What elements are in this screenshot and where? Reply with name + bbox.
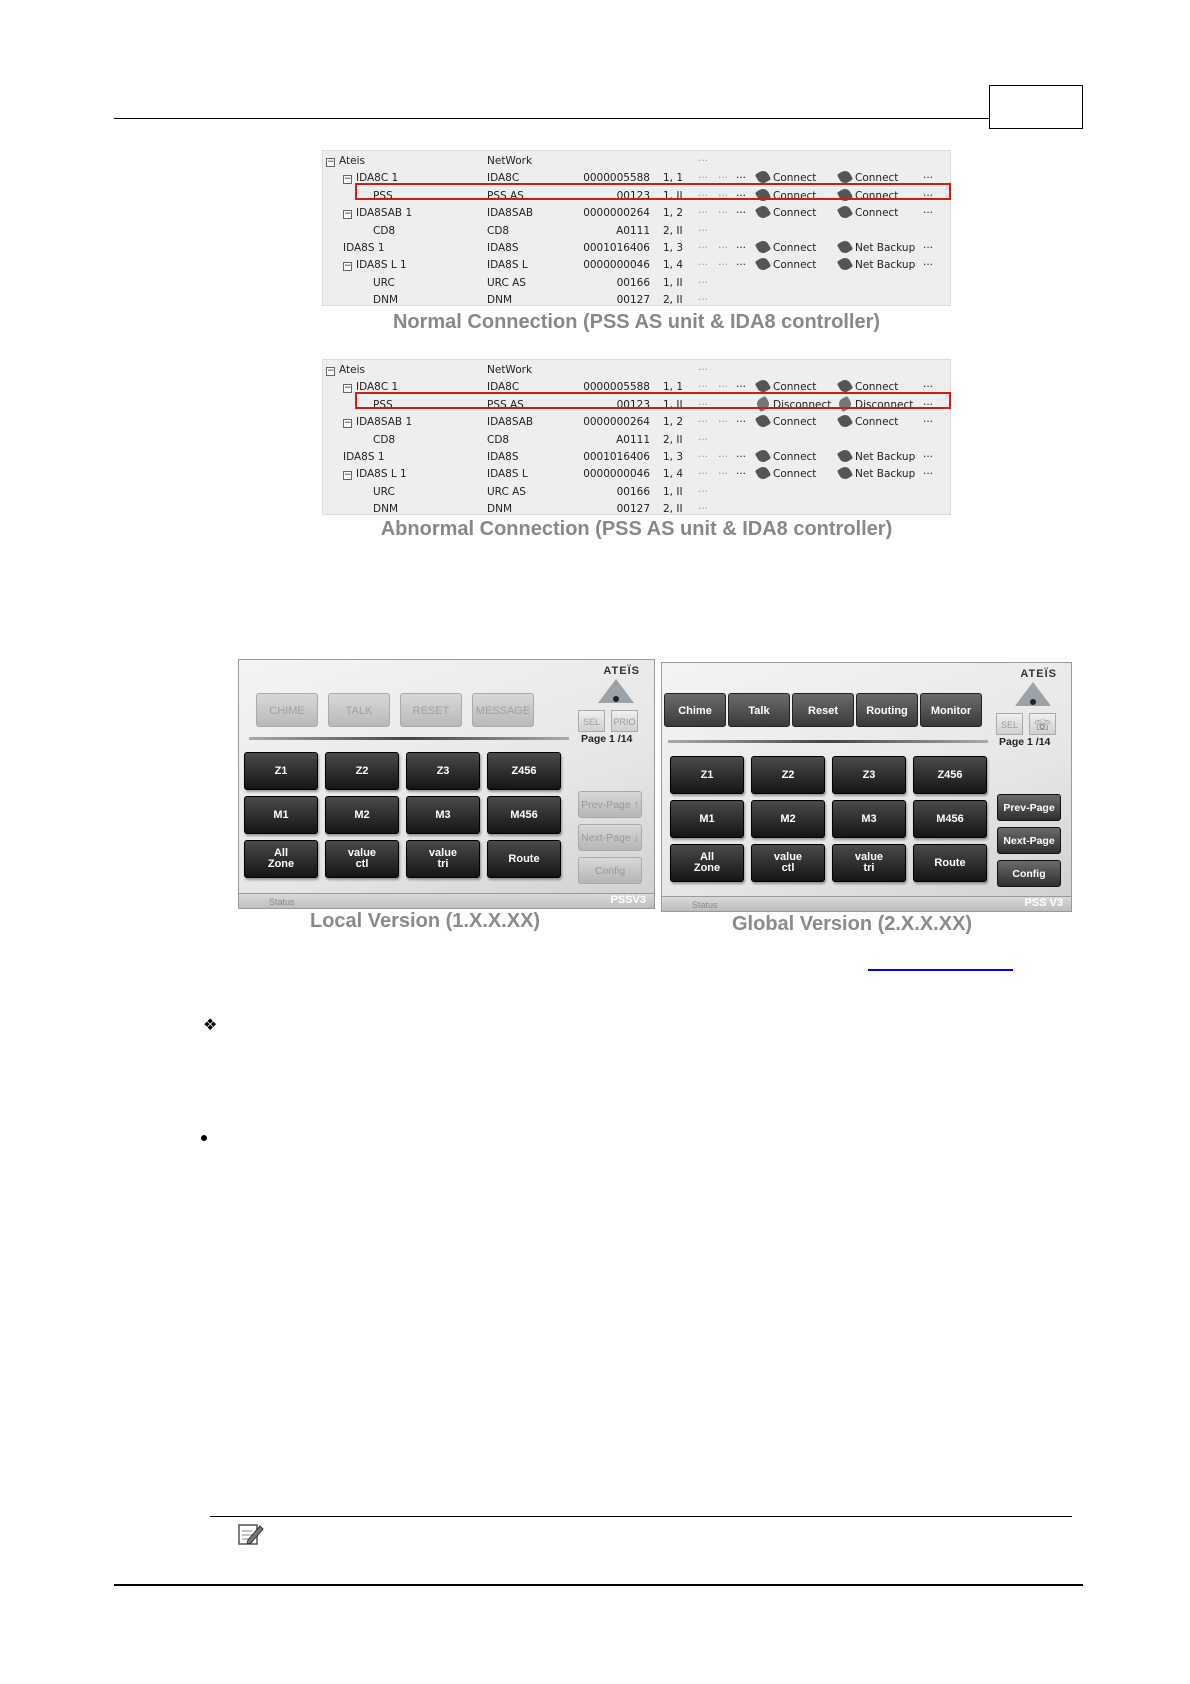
device-type: PSS AS	[487, 398, 524, 411]
serial-number: 0001016406	[583, 242, 650, 254]
prev-page-button[interactable]: Prev-Page ↑	[578, 791, 642, 818]
dots-button[interactable]: ···	[698, 451, 709, 463]
connection-status[interactable]	[757, 205, 816, 222]
zone-button-label: value tri	[854, 851, 884, 874]
zone-button[interactable]	[832, 756, 906, 794]
tree-node-name	[343, 205, 412, 222]
device-id: 2, II	[663, 503, 683, 516]
device-type: IDA8SAB	[487, 207, 534, 220]
zone-button-label: All Zone	[693, 851, 721, 874]
plug-icon	[837, 256, 853, 272]
device-id: 2, II	[663, 294, 683, 307]
zone-button[interactable]	[832, 800, 906, 838]
connection-status[interactable]	[757, 257, 816, 274]
tree-row[interactable]	[323, 205, 950, 222]
chime-button[interactable]: Chime	[664, 693, 726, 727]
brand-logo-dot	[1030, 699, 1036, 705]
zone-button-label: Z2	[781, 768, 795, 781]
diamond-bullet-icon: ❖	[203, 1015, 218, 1034]
dots-button[interactable]: ···	[698, 364, 709, 376]
zone-button[interactable]	[670, 844, 744, 882]
serial-number: A0111	[616, 224, 650, 237]
connection-status-label: Disconnect	[855, 398, 914, 411]
zone-button-label: Route	[934, 856, 966, 869]
zone-button[interactable]	[751, 800, 825, 838]
serial-number: 0000000046	[583, 259, 650, 272]
zone-button[interactable]	[670, 800, 744, 838]
device-id: 1, II	[663, 189, 683, 202]
plug-icon	[755, 239, 771, 255]
plug-icon	[837, 204, 853, 220]
dots-button[interactable]: ···	[923, 189, 934, 202]
dots-button[interactable]: ···	[698, 485, 709, 498]
device-type: CD8	[487, 224, 510, 237]
tree-node-name	[373, 275, 395, 292]
collapse-toggle-icon[interactable]: −	[344, 418, 352, 429]
device-type: IDA8SAB	[487, 416, 534, 429]
device-id: 1, 1	[663, 381, 684, 394]
dots-button[interactable]: ···	[698, 294, 709, 307]
collapse-toggle-icon[interactable]: −	[344, 261, 352, 272]
brand-logo-text: ATEÏS	[603, 665, 640, 677]
divider	[249, 737, 569, 740]
plug-icon	[755, 413, 771, 429]
device-type: URC AS	[487, 485, 526, 498]
sel-button[interactable]: SEL	[996, 713, 1023, 735]
node-label: IDA8SAB 1	[356, 416, 413, 429]
tree-row[interactable]	[323, 414, 950, 431]
connection-status-label: Disconnect	[773, 398, 832, 411]
node-label: URC	[373, 276, 395, 289]
model-label: PSSV3	[610, 894, 646, 906]
zone-button[interactable]	[487, 796, 561, 834]
tree-node-name	[343, 466, 407, 483]
dots-button[interactable]: ···	[698, 224, 709, 237]
serial-number: 0000005588	[583, 381, 650, 394]
connection-status-label: Connect	[855, 207, 899, 220]
zone-button[interactable]	[487, 840, 561, 878]
zone-button[interactable]	[670, 756, 744, 794]
dots-button[interactable]: ···	[718, 259, 729, 272]
zone-button[interactable]	[325, 752, 399, 790]
dots-button[interactable]: ···	[718, 189, 729, 202]
dots-button[interactable]: ···	[698, 468, 709, 481]
zone-button[interactable]	[487, 752, 561, 790]
tree-row[interactable]	[323, 275, 950, 292]
dots-button[interactable]: ···	[698, 416, 709, 429]
plug-icon	[837, 448, 853, 464]
dots-button[interactable]: ···	[736, 416, 747, 429]
talk-button[interactable]: Talk	[728, 693, 790, 727]
tree-row[interactable]	[323, 257, 950, 274]
node-label: IDA8C 1	[356, 381, 399, 394]
connection-status[interactable]	[757, 466, 816, 483]
caption-abnormal-connection: Abnormal Connection (PSS AS unit & IDA8 controller)	[380, 518, 893, 540]
tree-row[interactable]	[323, 449, 950, 466]
caption-local-version: Local Version (1.X.X.XX)	[310, 910, 541, 932]
zone-button-label: M2	[354, 808, 370, 821]
dots-button[interactable]: ···	[923, 381, 934, 394]
status-bar	[239, 893, 654, 908]
dots-button[interactable]: ···	[736, 189, 747, 202]
dots-button[interactable]: ···	[698, 276, 709, 289]
zone-button[interactable]	[244, 840, 318, 878]
page-number-box	[989, 85, 1083, 129]
collapse-toggle-icon[interactable]: −	[344, 174, 352, 185]
pss-row-highlight-normal	[355, 183, 951, 200]
connection-status-label: Connect	[773, 416, 817, 429]
brand-logo-dot	[613, 696, 619, 702]
connection-status-label: Connect	[855, 416, 899, 429]
dots-button[interactable]: ···	[698, 155, 709, 167]
device-type: NetWork	[487, 155, 533, 167]
dots-button[interactable]: ···	[718, 172, 729, 185]
connection-status-label: Net Backup	[855, 242, 916, 254]
zone-button-label: Z3	[436, 764, 450, 777]
plug-icon	[837, 413, 853, 429]
dots-button[interactable]: ···	[718, 381, 729, 394]
tree-row[interactable]	[323, 292, 950, 309]
collapse-toggle-icon[interactable]: −	[344, 470, 352, 481]
zone-button-label: Z1	[700, 768, 714, 781]
dots-button[interactable]: ···	[736, 172, 747, 185]
node-label: CD8	[373, 433, 396, 446]
device-id: 2, II	[663, 224, 683, 237]
tree-node-name	[343, 240, 385, 257]
zone-button-label: M456	[510, 808, 538, 821]
plug-icon	[837, 239, 853, 255]
tree-node-name	[343, 257, 407, 274]
plug-icon	[837, 465, 853, 481]
dots-button[interactable]: ···	[923, 207, 934, 220]
zone-button-label: M3	[435, 808, 451, 821]
serial-number: 00127	[616, 294, 650, 307]
collapse-toggle-icon[interactable]: −	[327, 366, 335, 376]
tree-row[interactable]	[323, 484, 950, 501]
prev-page-button[interactable]: Prev-Page	[997, 794, 1061, 821]
connection-status[interactable]	[839, 414, 898, 431]
serial-number: 0000000046	[583, 468, 650, 481]
next-page-button[interactable]: Next-Page ↓	[578, 824, 642, 851]
brand-logo-text: ATEÏS	[1020, 668, 1057, 680]
handset-icon[interactable]: ☏	[1029, 713, 1056, 735]
dots-button[interactable]: ···	[698, 433, 709, 446]
connection-status-label: Connect	[773, 189, 817, 202]
serial-number: 0000005588	[583, 172, 650, 185]
zone-button[interactable]	[325, 796, 399, 834]
zone-button[interactable]	[913, 756, 987, 794]
tree-node-name	[343, 449, 385, 466]
collapse-toggle-icon[interactable]: −	[344, 209, 352, 220]
zone-button-label: Z456	[937, 768, 963, 781]
device-id: 1, II	[663, 485, 683, 498]
dots-button[interactable]: ···	[923, 451, 934, 463]
connection-status[interactable]	[839, 466, 915, 483]
plug-icon	[755, 465, 771, 481]
serial-number: 00166	[616, 485, 650, 498]
zone-button-label: M1	[273, 808, 289, 821]
dots-button[interactable]: ···	[923, 259, 934, 272]
connection-status[interactable]	[757, 449, 816, 466]
dots-button[interactable]: ···	[736, 468, 747, 481]
node-label: IDA8S L 1	[356, 468, 407, 481]
node-label: IDA8S 1	[343, 242, 385, 254]
device-id: 2, II	[663, 433, 683, 446]
device-id: 1, II	[663, 276, 683, 289]
dots-button[interactable]: ···	[718, 242, 729, 254]
tree-node-name	[326, 153, 365, 170]
dots-button[interactable]: ···	[718, 468, 729, 481]
dots-button[interactable]: ···	[698, 172, 709, 185]
node-label: Ateis	[339, 364, 365, 376]
serial-number: 0001016406	[583, 451, 650, 463]
reset-button[interactable]: RESET	[400, 693, 462, 727]
serial-number: 00166	[616, 276, 650, 289]
caption-normal-connection: Normal Connection (PSS AS unit & IDA8 controller)	[392, 311, 881, 333]
tree-node-name	[343, 414, 412, 431]
chime-button[interactable]: CHIME	[256, 693, 318, 727]
zone-button[interactable]	[913, 800, 987, 838]
zone-button-label: Z2	[355, 764, 369, 777]
serial-number: A0111	[616, 433, 650, 446]
serial-number: 0000000264	[583, 416, 650, 429]
connection-status[interactable]	[757, 414, 816, 431]
serial-number: 00123	[616, 189, 650, 202]
node-label: PSS	[373, 398, 393, 411]
divider	[668, 740, 988, 743]
collapse-toggle-icon[interactable]: −	[327, 157, 335, 167]
device-id: 1, 3	[663, 451, 684, 463]
connection-status-label: Net Backup	[855, 451, 916, 463]
device-id: 1, 2	[663, 207, 684, 220]
zone-button-label: All Zone	[267, 847, 295, 870]
tree-node-name	[373, 501, 398, 518]
zone-button[interactable]	[406, 796, 480, 834]
zone-button[interactable]	[406, 752, 480, 790]
connection-status[interactable]	[757, 240, 816, 257]
device-id: 1, 4	[663, 259, 684, 272]
dots-button[interactable]: ···	[698, 189, 709, 202]
next-page-button[interactable]: Next-Page	[997, 827, 1061, 854]
device-type: IDA8S	[487, 242, 519, 254]
tree-row[interactable]	[323, 501, 950, 518]
connection-status-label: Connect	[773, 172, 817, 185]
connection-status[interactable]	[839, 449, 915, 466]
connection-status-label: Connect	[855, 381, 899, 394]
config-button[interactable]: Config	[997, 860, 1061, 887]
tree-row[interactable]	[323, 223, 950, 240]
dots-button[interactable]: ···	[736, 259, 747, 272]
zone-button-label: Z3	[862, 768, 876, 781]
connection-status-label: Net Backup	[855, 468, 916, 481]
device-id: 1, 3	[663, 242, 684, 254]
connection-status[interactable]	[839, 240, 915, 257]
zone-button[interactable]	[244, 752, 318, 790]
routing-button[interactable]: Routing	[856, 693, 918, 727]
tree-node-name	[373, 292, 398, 309]
sel-button[interactable]: SEL	[578, 710, 605, 732]
plug-icon	[755, 448, 771, 464]
reset-button[interactable]: Reset	[792, 693, 854, 727]
collapse-toggle-icon[interactable]: −	[344, 383, 352, 394]
node-label: IDA8C 1	[356, 172, 399, 185]
dots-button[interactable]: ···	[923, 172, 934, 185]
node-label: IDA8S 1	[343, 451, 385, 463]
page-indicator: Page 1 /14	[999, 736, 1051, 748]
note-pencil-icon	[238, 1522, 264, 1546]
node-label: IDA8S L 1	[356, 259, 407, 272]
node-label: URC	[373, 485, 395, 498]
device-id: 1, 4	[663, 468, 684, 481]
tree-row[interactable]	[323, 153, 950, 170]
zone-button[interactable]	[832, 844, 906, 882]
model-label: PSS V3	[1024, 897, 1063, 909]
device-type: IDA8C	[487, 381, 520, 394]
panel-local-version	[238, 659, 655, 909]
serial-number: 00123	[616, 398, 650, 411]
dots-button[interactable]: ···	[698, 242, 709, 254]
node-label: IDA8SAB 1	[356, 207, 413, 220]
status-label: Status	[692, 900, 718, 910]
node-label: CD8	[373, 224, 396, 237]
zone-button-label: M456	[936, 812, 964, 825]
zone-button-label: value tri	[428, 847, 458, 870]
dots-button[interactable]: ···	[698, 259, 709, 272]
prio-button[interactable]: PRIO	[611, 710, 638, 732]
zone-button-label: value ctl	[773, 851, 803, 874]
caption-global-version: Global Version (2.X.X.XX)	[732, 913, 973, 935]
plug-icon	[755, 204, 771, 220]
dots-button[interactable]: ···	[698, 207, 709, 220]
dots-button[interactable]: ···	[698, 503, 709, 516]
serial-number: 0000000264	[583, 207, 650, 220]
connection-status-label: Net Backup	[855, 259, 916, 272]
hyperlink[interactable]	[868, 969, 1013, 971]
device-type: NetWork	[487, 364, 533, 376]
tree-row[interactable]	[323, 432, 950, 449]
connection-status-label: Connect	[855, 189, 899, 202]
dots-button[interactable]: ···	[736, 207, 747, 220]
device-type: IDA8C	[487, 172, 520, 185]
zone-button-label: Route	[508, 852, 540, 865]
header-rule	[114, 118, 989, 119]
tree-node-name	[326, 362, 365, 379]
connection-status[interactable]	[839, 205, 898, 222]
monitor-button[interactable]: Monitor	[920, 693, 982, 727]
connection-status-label: Connect	[773, 259, 817, 272]
dots-button[interactable]: ···	[923, 416, 934, 429]
page-indicator: Page 1 /14	[581, 733, 633, 745]
device-type: DNM	[487, 503, 512, 516]
device-type: IDA8S L	[487, 468, 528, 481]
plug-icon	[755, 256, 771, 272]
serial-number: 00127	[616, 503, 650, 516]
connection-status[interactable]	[839, 257, 915, 274]
connection-status-label: Connect	[773, 468, 817, 481]
dots-button[interactable]: ···	[923, 468, 934, 481]
zone-button-label: M1	[699, 812, 715, 825]
zone-button[interactable]	[325, 840, 399, 878]
status-bar	[662, 896, 1071, 911]
node-label: PSS	[373, 189, 393, 202]
device-type: IDA8S L	[487, 259, 528, 272]
dots-button[interactable]: ···	[736, 242, 747, 254]
zone-button-label: value ctl	[347, 847, 377, 870]
dots-button[interactable]: ···	[718, 416, 729, 429]
device-id: 1, 2	[663, 416, 684, 429]
dots-button[interactable]: ···	[736, 381, 747, 394]
message-button[interactable]: MESSAGE	[472, 693, 534, 727]
tree-node-name	[373, 223, 395, 240]
node-label: Ateis	[339, 155, 365, 167]
tree-row[interactable]	[323, 466, 950, 483]
tree-row[interactable]	[323, 362, 950, 379]
zone-button[interactable]	[751, 844, 825, 882]
tree-row[interactable]	[323, 240, 950, 257]
device-type: URC AS	[487, 276, 526, 289]
connection-status-label: Connect	[773, 242, 817, 254]
dots-button[interactable]: ···	[718, 207, 729, 220]
status-label: Status	[269, 897, 295, 907]
panel-global-version	[661, 662, 1072, 912]
connection-status-label: Connect	[855, 172, 899, 185]
tree-node-name	[373, 484, 395, 501]
node-label: DNM	[373, 503, 398, 516]
device-type: PSS AS	[487, 189, 524, 202]
dots-button[interactable]: ···	[736, 451, 747, 463]
config-button[interactable]: Config	[578, 857, 642, 884]
dots-button[interactable]: ···	[698, 398, 709, 411]
network-tree-abnormal	[322, 359, 951, 515]
zone-button-label: Z456	[511, 764, 537, 777]
zone-button-label: Z1	[274, 764, 288, 777]
tree-node-name	[373, 432, 395, 449]
device-type: CD8	[487, 433, 510, 446]
round-bullet-icon	[201, 1135, 207, 1141]
device-type: DNM	[487, 294, 512, 307]
zone-button[interactable]	[751, 756, 825, 794]
zone-button[interactable]	[406, 840, 480, 878]
dots-button[interactable]: ···	[923, 242, 934, 254]
device-id: 1, 1	[663, 172, 684, 185]
talk-button[interactable]: TALK	[328, 693, 390, 727]
connection-status-label: Connect	[773, 207, 817, 220]
pss-row-highlight-abnormal	[355, 392, 951, 409]
network-tree-normal	[322, 150, 951, 306]
dots-button[interactable]: ···	[718, 451, 729, 463]
connection-status-label: Connect	[773, 451, 817, 463]
node-label: DNM	[373, 294, 398, 307]
footer-rule	[114, 1584, 1083, 1586]
zone-button[interactable]	[244, 796, 318, 834]
device-id: 1, II	[663, 398, 683, 411]
zone-button[interactable]	[913, 844, 987, 882]
dots-button[interactable]: ···	[923, 398, 934, 411]
note-rule	[210, 1516, 1072, 1517]
zone-button-label: M2	[780, 812, 796, 825]
device-type: IDA8S	[487, 451, 519, 463]
dots-button[interactable]: ···	[698, 381, 709, 394]
connection-status-label: Connect	[773, 381, 817, 394]
zone-button-label: M3	[861, 812, 877, 825]
